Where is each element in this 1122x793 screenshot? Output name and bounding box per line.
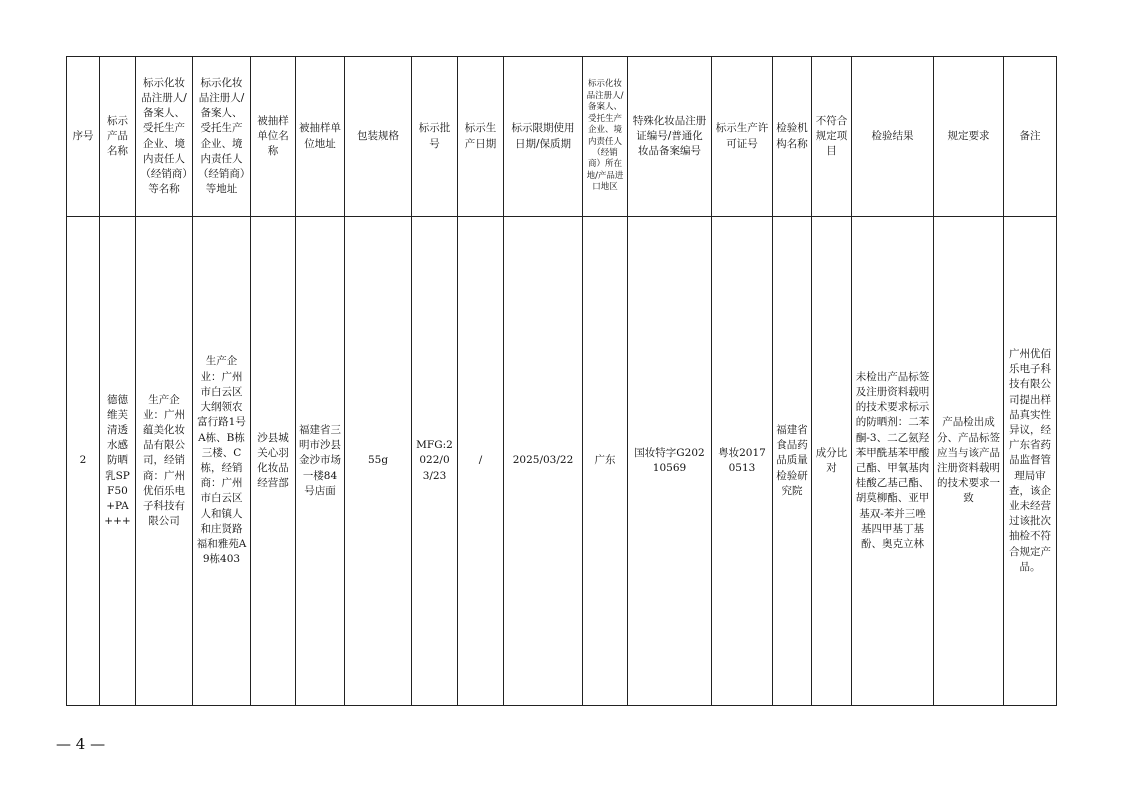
cell-registration-no: 国妆特字G20210569	[628, 217, 712, 706]
header-result: 检验结果	[852, 57, 934, 217]
header-failed-item: 不符合规定项目	[812, 57, 852, 217]
header-batch: 标示批号	[412, 57, 458, 217]
header-requirement: 规定要求	[934, 57, 1004, 217]
header-inspection-org: 检验机构名称	[773, 57, 812, 217]
table-row	[67, 217, 1057, 706]
cell-sampled-address: 福建省三明市沙县金沙市场一楼84号店面	[296, 217, 345, 706]
cell-expiry: 2025/03/22	[504, 217, 583, 706]
cell-company-address: 生产企业：广州市白云区大纲领农富行路1号A栋、B栋三楼、C栋，经销商：广州市白云区人和镇人和庄贤路福和雅苑A9栋403	[193, 217, 251, 706]
cell-inspection-org: 福建省食品药品质量检验研究院	[773, 217, 812, 706]
cell-package: 55g	[345, 217, 412, 706]
header-expiry: 标示限期使用日期/保质期	[504, 57, 583, 217]
cell-requirement: 产品检出成分、产品标签应当与该产品注册资料载明的技术要求一致	[934, 217, 1004, 706]
cell-license-no: 粤妆20170513	[712, 217, 773, 706]
cell-failed-item: 成分比对	[812, 217, 852, 706]
cell-sampled-unit: 沙县城关心羽化妆品经营部	[251, 217, 296, 706]
header-row	[67, 57, 1057, 217]
header-sampled-address: 被抽样单位地址	[296, 57, 345, 217]
header-company-address: 标示化妆品注册人/备案人、受托生产企业、境内责任人（经销商）等地址	[193, 57, 251, 217]
header-company-name: 标示化妆品注册人/备案人、受托生产企业、境内责任人（经销商）等名称	[136, 57, 193, 217]
header-package: 包装规格	[345, 57, 412, 217]
cell-product-name: 德德维芙清透水感防晒乳SPF50+PA+++	[100, 217, 136, 706]
cell-region: 广东	[583, 217, 628, 706]
cell-index: 2	[67, 217, 100, 706]
page-number: — 4 —	[56, 735, 106, 753]
header-region: 标示化妆品注册人/备案人、受托生产企业、境内责任人（经销商）所在地/产品进口地区	[583, 57, 628, 217]
header-registration-no: 特殊化妆品注册证编号/普通化妆品备案编号	[628, 57, 712, 217]
header-sampled-unit: 被抽样单位名称	[251, 57, 296, 217]
cell-production-date: /	[458, 217, 504, 706]
header-license-no: 标示生产许可证号	[712, 57, 773, 217]
cell-batch: MFG:2022/03/23	[412, 217, 458, 706]
header-remark: 备注	[1004, 57, 1057, 217]
cell-company-name: 生产企业：广州蕴美化妆品有限公司，经销商：广州优佰乐电子科技有限公司	[136, 217, 193, 706]
cell-remark: 广州优佰乐电子科技有限公司提出样品真实性异议，经广东省药品监督管理局审查，该企业未经营过该批次抽检不符合规定产品。	[1004, 217, 1057, 706]
header-index: 序号	[67, 57, 100, 217]
inspection-table	[66, 56, 1057, 706]
cell-result: 未检出产品标签及注册资料载明的技术要求标示的防晒剂：二苯酮-3、二乙氨羟苯甲酰基苯甲酸己酯、甲氧基肉桂酸乙基己酯、胡莫柳酯、亚甲基双-苯并三唑基四甲基丁基酚、奥克立林	[852, 217, 934, 706]
header-production-date: 标示生产日期	[458, 57, 504, 217]
header-product-name: 标示产品名称	[100, 57, 136, 217]
